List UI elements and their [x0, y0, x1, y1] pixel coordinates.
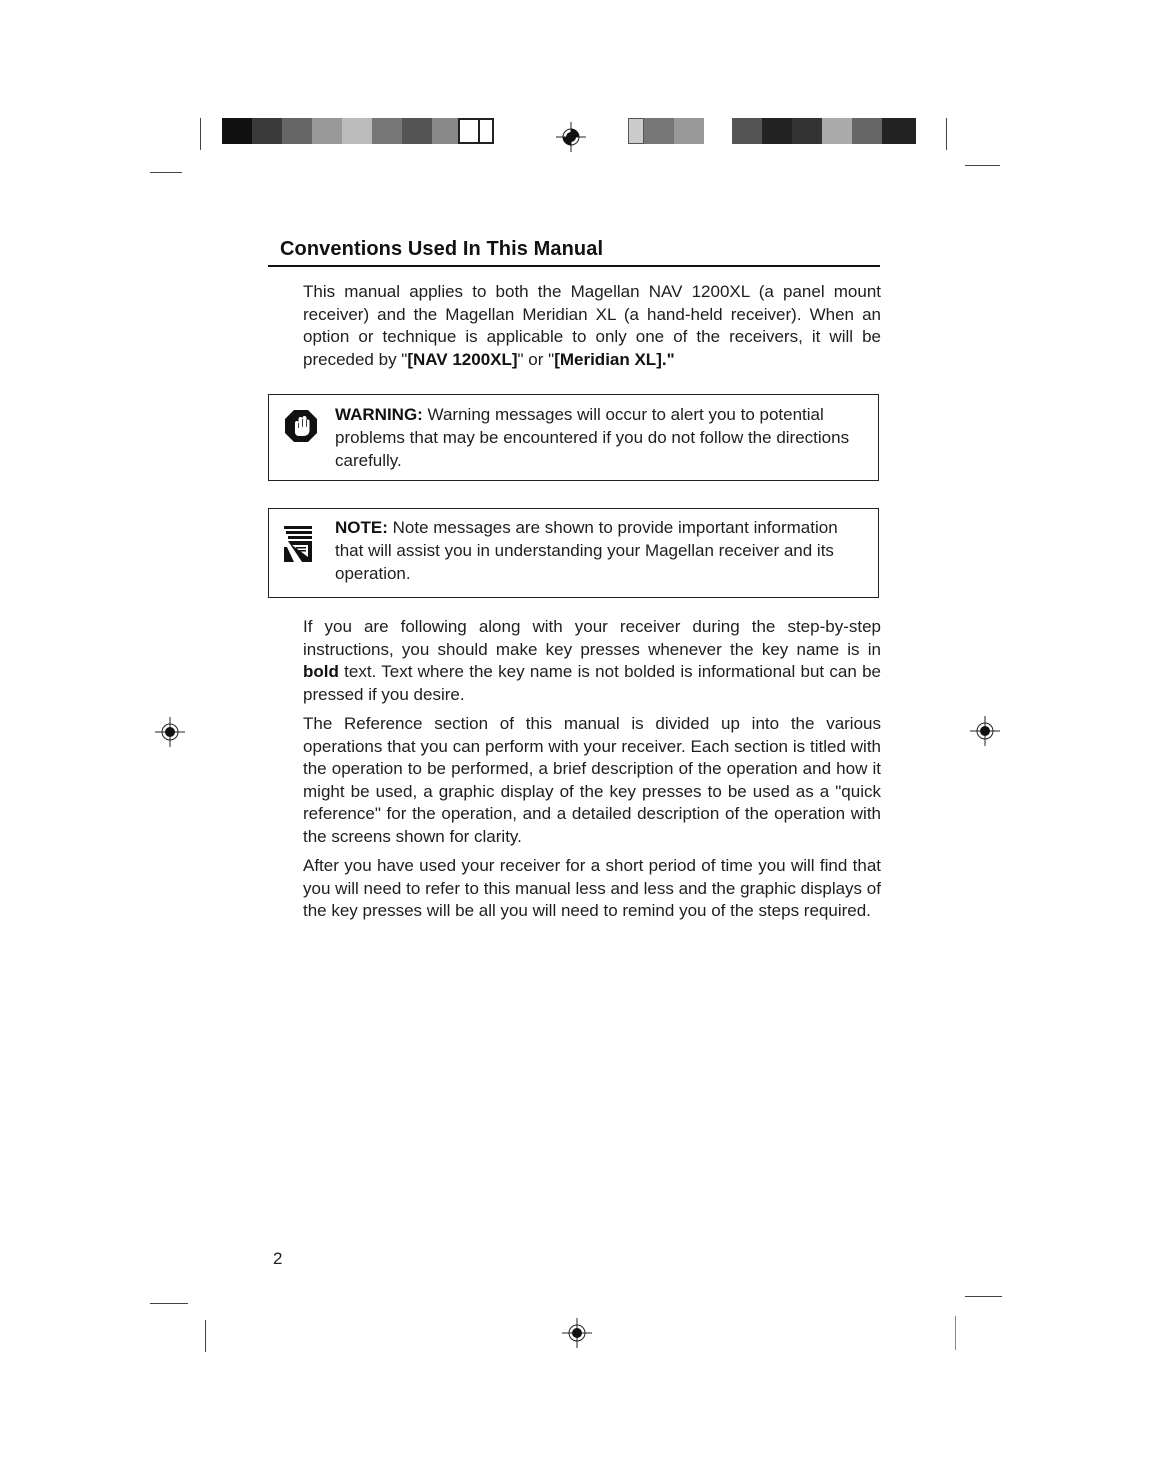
crop-mark-bottom-left-horizontal — [150, 1303, 188, 1304]
after-paragraph: After you have used your receiver for a short period of time you will find that you will need to refer to this manual less and less and the graphic displays of the key presses will be all you will need to remind you of the steps required. — [303, 856, 881, 920]
warning-message: Warning messages will occur to alert you to potential problems that may be encountered if you do not follow the directions carefully. — [335, 405, 850, 470]
crop-mark-top-left-horizontal — [150, 172, 182, 173]
title-underline — [268, 265, 880, 267]
density-bar-left — [222, 118, 514, 144]
note-message: Note messages are shown to provide important information that will assist you in understanding your Magellan receiver and its operation. — [335, 518, 838, 583]
note-label: NOTE: — [335, 518, 388, 537]
follow-bold-word: bold — [303, 662, 339, 681]
page-number: 2 — [273, 1249, 283, 1268]
warning-box — [268, 394, 879, 481]
density-bar-right — [628, 118, 916, 144]
crop-mark-top-right-vertical — [946, 118, 947, 150]
follow-text: text. Text where the key name is not bolded is informational but can be pressed if you desire. — [303, 662, 881, 704]
intro-bold-nav: [NAV 1200XL] — [407, 349, 518, 369]
registration-crosshair-icon — [562, 1318, 592, 1348]
note-text — [335, 516, 854, 585]
follow-text: If you are following along with your receiver during the step-by-step instructions, you should make key presses whenever the key name is in — [303, 617, 881, 659]
intro-text: " or " — [517, 349, 555, 369]
registration-crosshair-icon — [155, 717, 185, 747]
crop-mark-bottom-left-vertical — [205, 1320, 206, 1352]
warning-text — [335, 403, 854, 472]
reference-paragraph: The Reference section of this manual is divided up into the various operations that you can perform with your receiver. Each section is titled with the operation to be performed, a brief description of the operation and how it might be used, a graphic display of the key presses to be used as a "quick reference" for the operation, and a detailed description of the operation with the screens shown for clarity. — [303, 714, 881, 846]
crop-mark-top-left-vertical — [200, 118, 201, 150]
intro-bold-meridian: [Meridian XL]." — [554, 349, 675, 369]
intro-text: This manual applies to both the Magellan NAV 1200XL (a panel mount receiver) and the Magellan Meridian XL (a hand-held receiver). When an option or technique is applicable to only one of the receivers, it will be preceded by " — [303, 282, 881, 369]
crop-mark-bottom-right-vertical — [955, 1316, 956, 1350]
warning-label: WARNING: — [335, 405, 423, 424]
follow-along-paragraph — [303, 616, 881, 706]
note-box — [268, 508, 879, 598]
registration-crosshair-icon — [970, 716, 1000, 746]
intro-paragraph — [303, 281, 881, 371]
crop-mark-bottom-right-horizontal — [965, 1296, 1002, 1297]
note-pages-icon — [282, 525, 318, 563]
stop-hand-icon — [284, 409, 318, 443]
section-title: Conventions Used In This Manual — [280, 238, 604, 260]
registration-crosshair-icon — [556, 122, 586, 152]
crop-mark-top-right-horizontal — [965, 165, 1000, 166]
